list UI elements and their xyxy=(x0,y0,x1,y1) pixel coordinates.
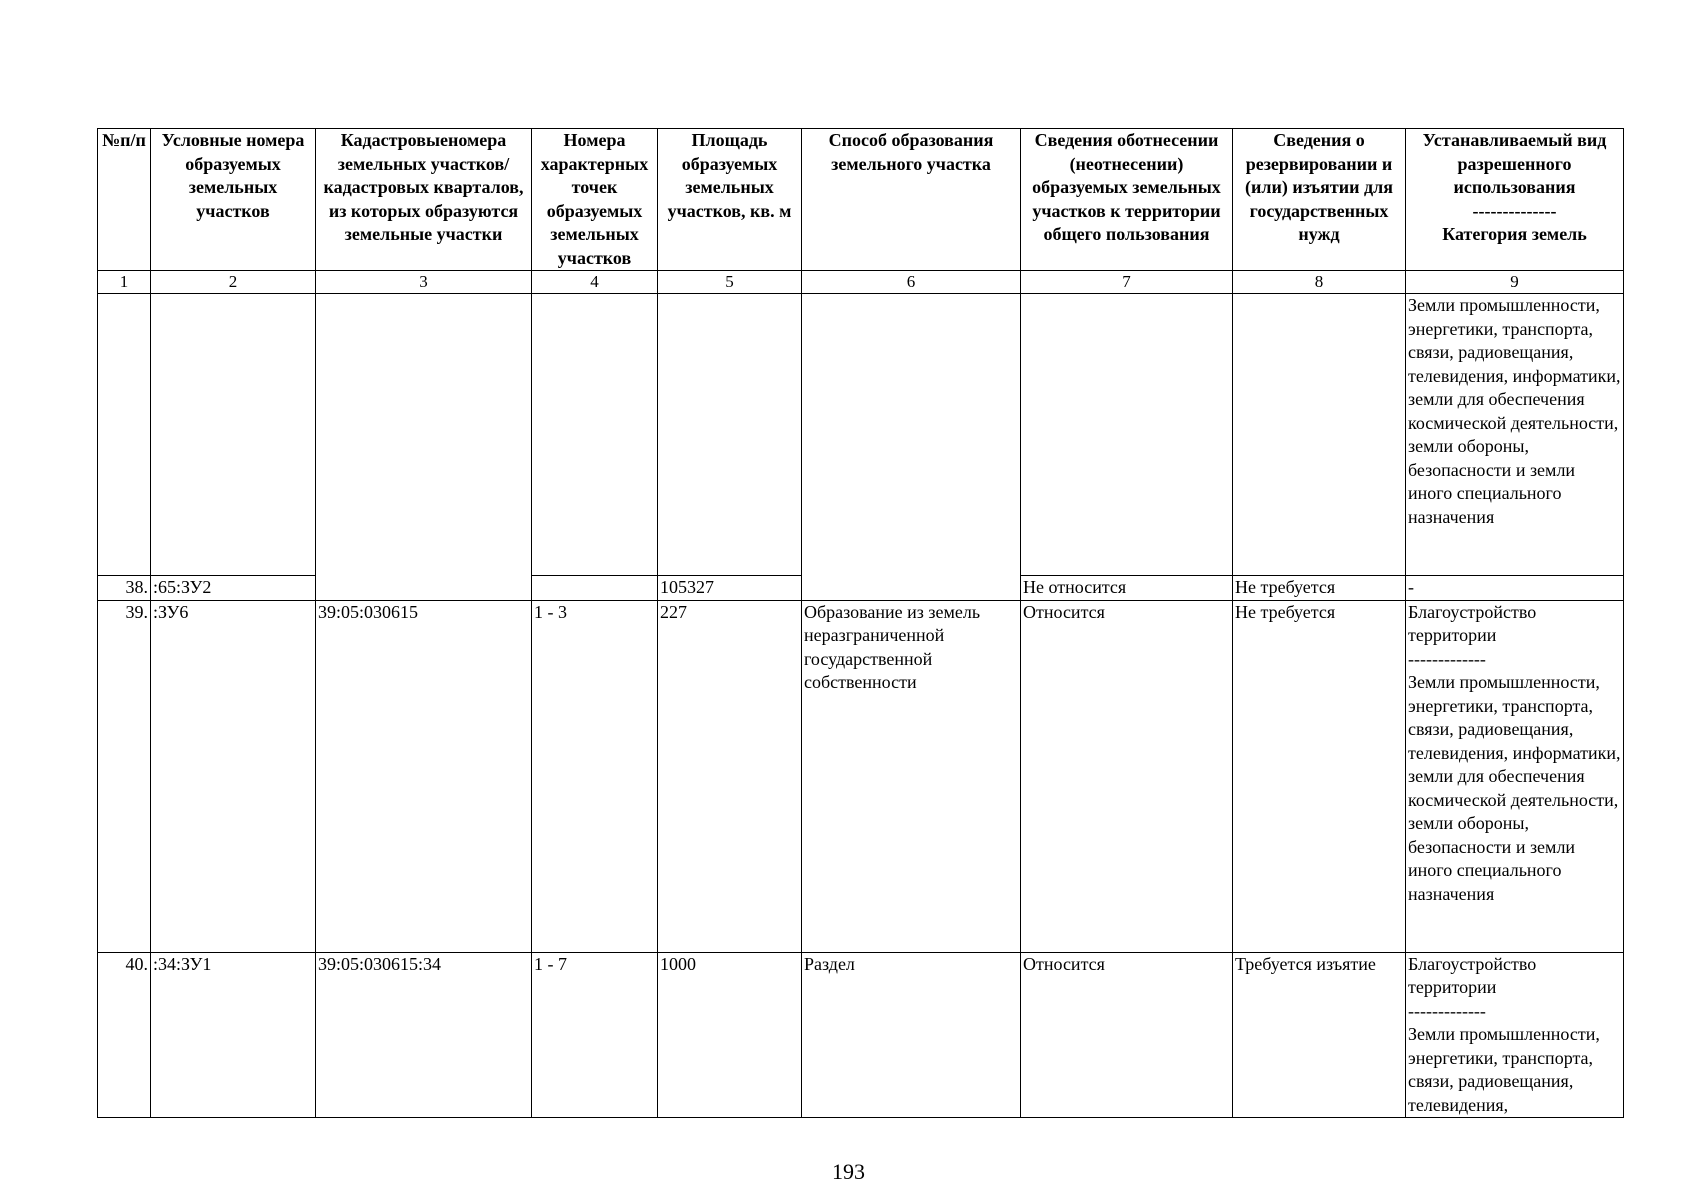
header-cell: Условные номера образуемых земельных участков xyxy=(151,129,316,271)
header-row xyxy=(98,129,1624,271)
row-number: 40. xyxy=(98,952,151,1118)
cadastral-cell: 39:05:030615:34 xyxy=(316,952,532,1118)
plot-id: :34:ЗУ1 xyxy=(151,952,316,1118)
table-row xyxy=(98,600,1624,952)
points-cell: 1 - 7 xyxy=(532,952,658,1118)
public-use-cell: Относится xyxy=(1021,600,1233,952)
area-cell: 1000 xyxy=(658,952,802,1118)
table-cell xyxy=(658,294,802,576)
area-cell: 227 xyxy=(658,600,802,952)
column-number: 2 xyxy=(151,271,316,294)
plot-id: :ЗУ6 xyxy=(151,600,316,952)
column-number: 6 xyxy=(802,271,1021,294)
table-cell xyxy=(532,294,658,576)
continuation-row xyxy=(98,294,1624,576)
permitted-use-cell: Благоустройство территории ------------- Земли промышленности, энергетики, транспорта, связи, радиовещания, телевидения, xyxy=(1406,952,1624,1118)
header-cell: Номера характерных точек образуемых земельных участков xyxy=(532,129,658,271)
permitted-use-cell: Благоустройство территории ------------- Земли промышленности, энергетики, транспорта, связи, радиовещания, телевидения, информатики, земли для обеспечения космической деятельности, земли обороны, безопасности и земли иного специального назначения xyxy=(1406,600,1624,952)
column-number: 3 xyxy=(316,271,532,294)
table-cell xyxy=(316,294,532,601)
header-cell: №п/п xyxy=(98,129,151,271)
area-cell: 105327 xyxy=(658,576,802,601)
row-number: 39. xyxy=(98,600,151,952)
method-cell: Образование из земель неразграниченной государственной собственности xyxy=(802,600,1021,952)
column-number: 5 xyxy=(658,271,802,294)
table-cell xyxy=(98,294,151,576)
column-number: 9 xyxy=(1406,271,1624,294)
row-number: 38. xyxy=(98,576,151,601)
public-use-cell: Не относится xyxy=(1021,576,1233,601)
column-number: 8 xyxy=(1233,271,1406,294)
permitted-use-cell: Земли промышленности, энергетики, транспорта, связи, радиовещания, телевидения, информатики, земли для обеспечения космической деятельности, земли обороны, безопасности и земли иного специального назначения xyxy=(1406,294,1624,576)
table-cell xyxy=(1233,294,1406,576)
column-number: 7 xyxy=(1021,271,1233,294)
header-cell: Сведения оботнесении (неотнесении) образуемых земельных участков к территории общего пользования xyxy=(1021,129,1233,271)
permitted-use-cell: - xyxy=(1406,576,1624,601)
points-cell: 1 - 3 xyxy=(532,600,658,952)
method-cell: Раздел xyxy=(802,952,1021,1118)
reserve-cell: Не требуется xyxy=(1233,576,1406,601)
header-cell: Кадастровыеномера земельных участков/кадастровых кварталов, из которых образуются земельные участки xyxy=(316,129,532,271)
plot-id: :65:ЗУ2 xyxy=(151,576,316,601)
table-cell xyxy=(802,294,1021,601)
column-number: 4 xyxy=(532,271,658,294)
points-cell xyxy=(532,576,658,601)
table-cell xyxy=(1021,294,1233,576)
header-cell: Устанавливаемый вид разрешенного использования -------------- Категория земель xyxy=(1406,129,1624,271)
header-cell: Сведения о резервировании и (или) изъятии для государственных нужд xyxy=(1233,129,1406,271)
land-plots-table xyxy=(97,128,1624,1118)
page-number: 193 xyxy=(832,1159,865,1184)
header-cell: Способ образования земельного участка xyxy=(802,129,1021,271)
table-row xyxy=(98,952,1624,1118)
cadastral-cell: 39:05:030615 xyxy=(316,600,532,952)
column-number: 1 xyxy=(98,271,151,294)
public-use-cell: Относится xyxy=(1021,952,1233,1118)
reserve-cell: Требуется изъятие xyxy=(1233,952,1406,1118)
column-number-row xyxy=(98,271,1624,294)
table-cell xyxy=(151,294,316,576)
header-cell: Площадь образуемых земельных участков, кв. м xyxy=(658,129,802,271)
reserve-cell: Не требуется xyxy=(1233,600,1406,952)
